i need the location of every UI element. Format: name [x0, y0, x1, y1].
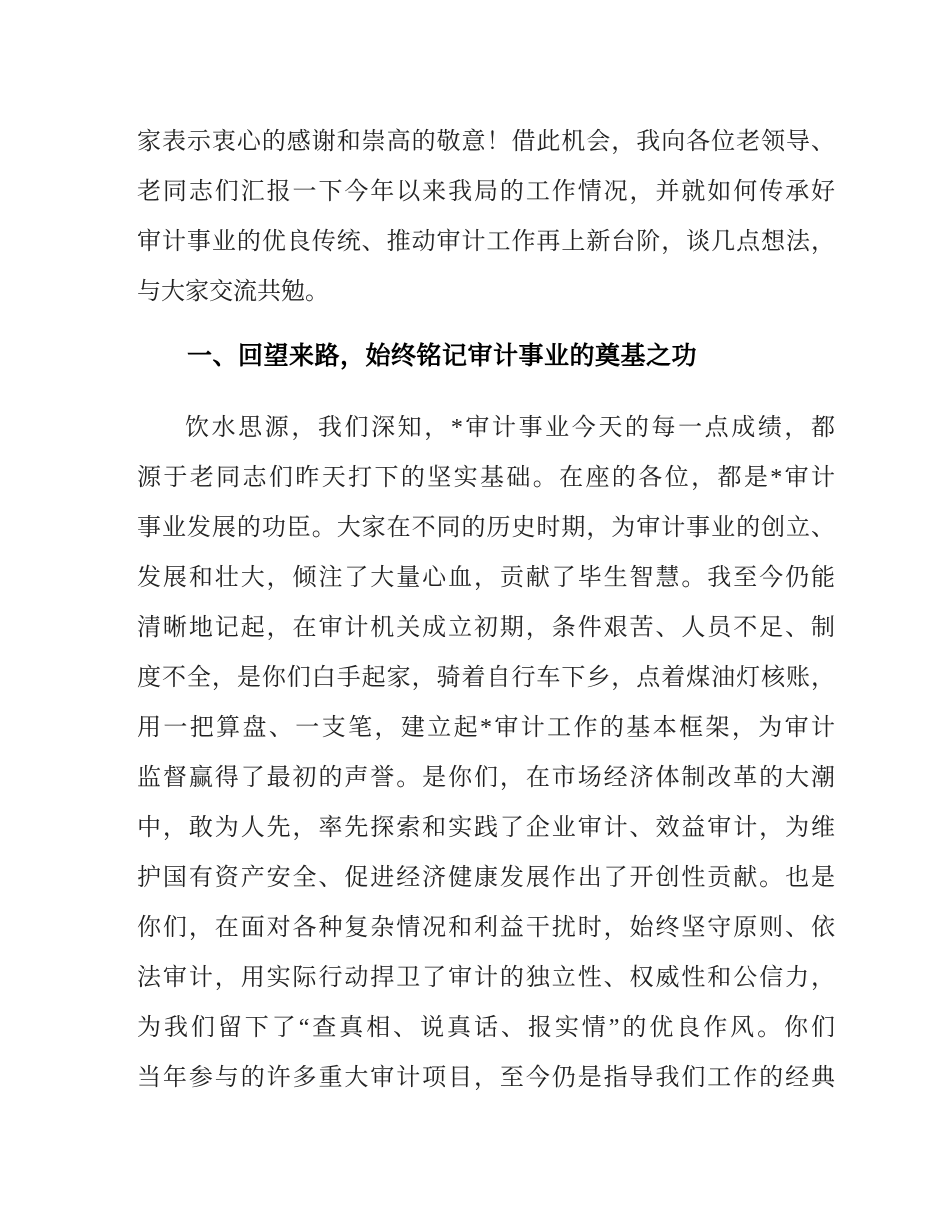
text-line: 与大家交流共勉。 [137, 279, 329, 305]
text-line: 你们，在面对各种复杂情况和利益干扰时，始终坚守原则、依 [137, 915, 835, 941]
text-line: 发展和壮大，倾注了大量心血，贡献了毕生智慧。我至今仍能 [137, 565, 835, 591]
text-line: 用一把算盘、一支笔，建立起*审计工作的基本框架，为审计 [137, 715, 835, 741]
text-line: 法审计，用实际行动捍卫了审计的独立性、权威性和公信力， [137, 965, 835, 991]
text-line: 审计事业的优良传统、推动审计工作再上新台阶，谈几点想法， [137, 229, 835, 255]
paragraph-body [137, 403, 835, 1103]
text-line: 源于老同志们昨天打下的坚实基础。在座的各位，都是*审计 [137, 465, 835, 491]
text-line: 清晰地记起，在审计机关成立初期，条件艰苦、人员不足、制 [137, 615, 835, 641]
text-line: 老同志们汇报一下今年以来我局的工作情况，并就如何传承好 [137, 179, 835, 205]
paragraph-continuation [137, 117, 835, 317]
text-line: 事业发展的功臣。大家在不同的历史时期，为审计事业的创立、 [137, 515, 835, 541]
text-line: 中，敢为人先，率先探索和实践了企业审计、效益审计，为维 [137, 815, 835, 841]
text-line: 饮水思源，我们深知，*审计事业今天的每一点成绩，都 [185, 415, 835, 441]
text-line: 当年参与的许多重大审计项目，至今仍是指导我们工作的经典 [137, 1065, 835, 1091]
text-line: 护国有资产安全、促进经济健康发展作出了开创性贡献。也是 [137, 865, 835, 891]
text-line: 度不全，是你们白手起家，骑着自行车下乡，点着煤油灯核账， [137, 665, 835, 691]
section-heading: 一、回望来路，始终铭记审计事业的奠基之功 [187, 342, 698, 370]
text-line: 家表示衷心的感谢和崇高的敬意！借此机会，我向各位老领导、 [137, 129, 835, 155]
text-line: 为我们留下了“查真相、说真话、报实情”的优良作风。你们 [137, 1015, 835, 1041]
text-line: 监督赢得了最初的声誉。是你们，在市场经济体制改革的大潮 [137, 765, 835, 791]
